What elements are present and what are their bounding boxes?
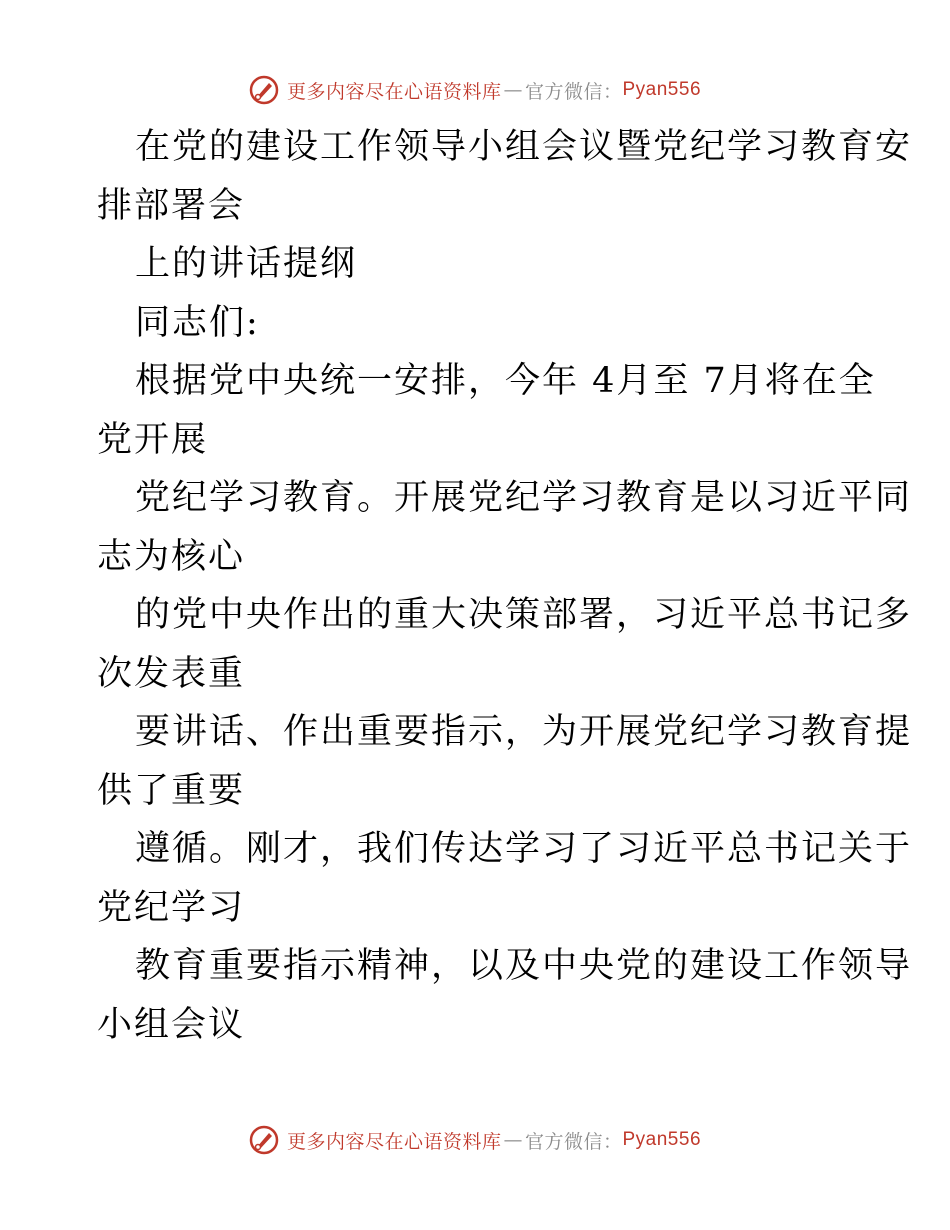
document-line: 教育重要指示精神，以及中央党的建设工作领导 — [135, 946, 913, 986]
document-line: 党纪学习教育。开展党纪学习教育是以习近平同 — [135, 478, 913, 518]
brush-logo-icon — [249, 1125, 279, 1155]
banner-separator: — — [503, 79, 523, 101]
document-line: 根据党中央统一安排，今年 4月至 7月将在全 — [135, 361, 876, 401]
document-line: 党开展 — [97, 419, 209, 460]
footer-banner — [0, 1120, 950, 1160]
banner-wechat-id: Pyan556 — [622, 1129, 702, 1150]
banner-separator: — — [503, 1129, 523, 1151]
document-line: 供了重要 — [97, 770, 246, 811]
header-banner — [0, 70, 950, 110]
banner-site-text: 更多内容尽在心语资料库 — [286, 80, 502, 103]
document-line: 的党中央作出的重大决策部署，习近平总书记多 — [135, 595, 913, 635]
banner-site-text: 更多内容尽在心语资料库 — [286, 1130, 502, 1153]
banner-wechat-label: 官方微信： — [524, 80, 623, 103]
document-line: 同志们: — [135, 302, 260, 343]
document-line: 次发表重 — [97, 653, 246, 694]
banner-wechat-id: Pyan556 — [622, 79, 702, 100]
document-line: 要讲话、作出重要指示，为开展党纪学习教育提 — [135, 712, 913, 752]
document-line: 小组会议 — [97, 1004, 246, 1045]
document-body — [97, 118, 913, 1054]
document-line: 上的讲话提纲 — [135, 244, 358, 284]
banner-wechat-label: 官方微信： — [524, 1130, 623, 1153]
document-line: 排部署会 — [97, 185, 246, 226]
document-line: 遵循。刚才，我们传达学习了习近平总书记关于 — [135, 829, 913, 869]
document-line: 在党的建设工作领导小组会议暨党纪学习教育安 — [135, 127, 913, 167]
brush-logo-icon — [249, 75, 279, 105]
document-line: 志为核心 — [97, 536, 246, 577]
document-line: 党纪学习 — [97, 887, 246, 928]
